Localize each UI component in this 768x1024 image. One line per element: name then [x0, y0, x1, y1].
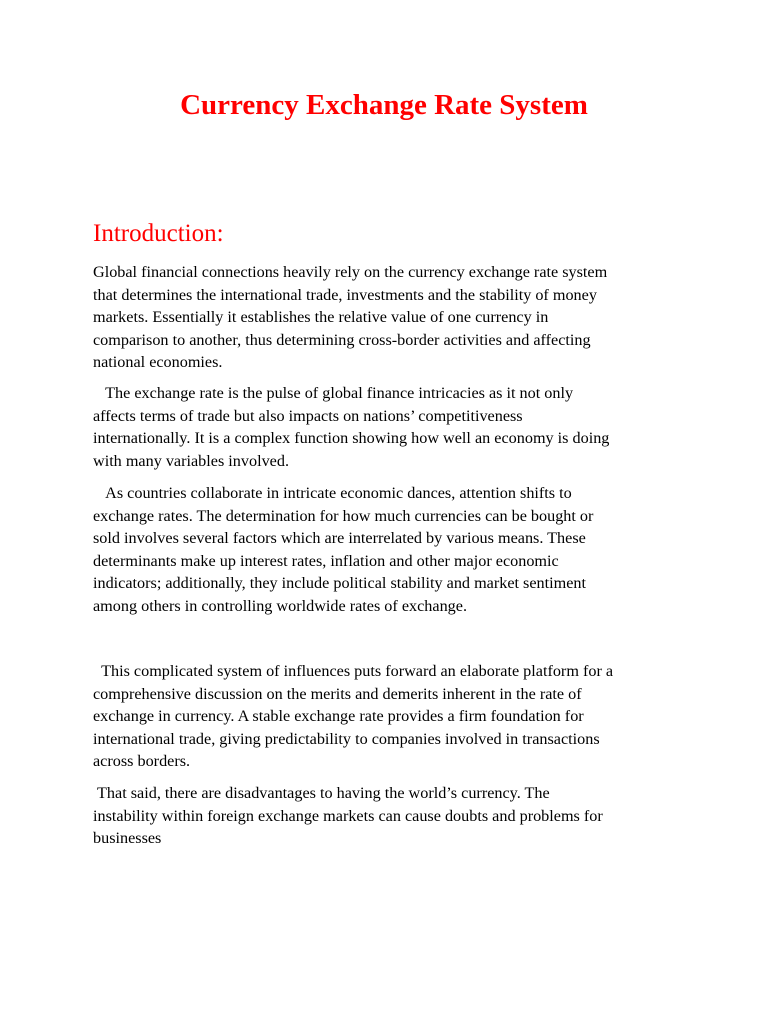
paragraph-3: As countries collaborate in intricate economic dances, attention shifts to exchange rates. The determination for how much currencies can be bought or sold involves several factors which are interrelated by various means. These determinants make up interest rates, inflation and other major economic indicators; additionally, they include political stability and market sentiment among others in controlling worldwide rates of exchange.: [93, 484, 594, 615]
paragraph-2: The exchange rate is the pulse of global finance intricacies as it not only affects terms of trade but also impacts on nations’ competitiveness internationally. It is a complex function showing how well an economy is doing with many variables involved.: [93, 384, 610, 470]
paragraph-5: That said, there are disadvantages to having the world’s currency. The instability within foreign exchange markets can cause doubts and problems for businesses: [93, 784, 603, 848]
document-title: Currency Exchange Rate System: [180, 89, 588, 121]
section-heading-introduction: Introduction:: [93, 220, 224, 247]
paragraph-4: This complicated system of influences puts forward an elaborate platform for a comprehensive discussion on the merits and demerits inherent in the rate of exchange in currency. A stable exchange rate provides a firm foundation for international trade, giving predictability to companies involved in transactions across borders.: [93, 662, 614, 771]
paragraph-1: Global financial connections heavily rely on the currency exchange rate system that determines the international trade, investments and the stability of money markets. Essentially it establishes the relative value of one currency in comparison to another, thus determining cross-border activities and affecting national economies.: [93, 263, 608, 372]
